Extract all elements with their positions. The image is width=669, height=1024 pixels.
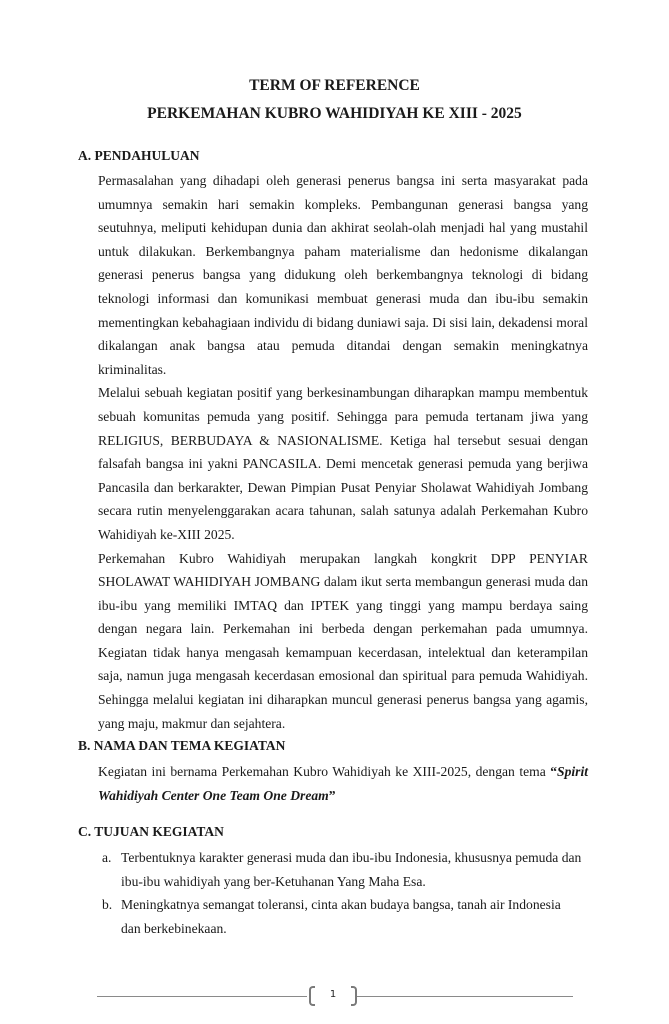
section-b-text: Kegiatan ini bernama Perkemahan Kubro Wahidiyah ke XIII-2025, dengan tema [98, 764, 551, 779]
section-b-body [98, 760, 588, 807]
section-a-paragraph-3: Perkemahan Kubro Wahidiyah merupakan langkah kongkrit DPP PENYIAR SHOLAWAT WAHIDIYAH JOMBANG dalam ikut serta membangun generasi muda dan ibu-ibu yang memiliki IMTAQ dan IPTEK yang tinggi yang mampu berdaya saing dengan negara lain. Perkemahan ini berbeda dengan perkemahan pada umumnya. Kegiatan tidak hanya mengasah kemampuan kecerdasan, intelektual dan keterampilan saja, namun juga mengasah kecerdasan emosional dan spiritual para pemuda Wahidiyah. Sehingga melalui kegiatan ini diharapkan muncul generasi penerus bangsa yang agamis, yang maju, makmur dan sejahtera. [98, 550, 588, 731]
open-quote: “ [550, 764, 558, 779]
theme-text: Spirit Wahidiyah Center One Team One Dream [98, 764, 588, 803]
page-footer [97, 985, 573, 1009]
section-b-paragraph [98, 760, 588, 807]
list-item [102, 846, 582, 893]
section-a-paragraph-1: Permasalahan yang dihadapi oleh generasi penerus bangsa ini serta masyarakat pada umumnya semakin hari semakin kompleks. Pembangunan generasi bangsa yang seutuhnya, meliputi kehidupan dunia dan akhirat seolah-olah menjadi hal yang mustahil untuk dilakukan. Berkembangnya paham materialisme dan hedonisme dikalangan generasi penerus bangsa yang didukung oleh berkembangnya teknologi di bidang teknologi informasi dan komunikasi membuat generasi muda dan ibu-ibu semakin mementingkan kebahagiaan individu di bidang duniawi saja. Di sisi lain, dekadensi moral dikalangan anak bangsa atau pemuda ditandai dengan semakin meningkatnya kriminalitas. [98, 173, 588, 377]
close-quote: ” [328, 787, 336, 803]
section-b-heading: B. NAMA DAN TEMA KEGIATAN [78, 738, 286, 753]
section-a-body [98, 169, 588, 735]
list-item-text: Meningkatnya semangat toleransi, cinta akan budaya bangsa, tanah air Indonesia dan berkebinekaan. [121, 897, 561, 936]
section-a-heading: A. PENDAHULUAN [78, 148, 200, 163]
list-marker: b. [102, 897, 113, 913]
document-subtitle: PERKEMAHAN KUBRO WAHIDIYAH KE XIII - 2025 [147, 105, 522, 122]
section-a-paragraph-2: Melalui sebuah kegiatan positif yang berkesinambungan diharapkan mampu membentuk sebuah komunitas pemuda yang positif. Sehingga para pemuda tertanam jiwa yang RELIGIUS, BERBUDAYA & NASIONALISME. Ketiga hal tersebut sesuai dengan falsafah bangsa ini yakni PANCASILA. Demi mencetak generasi pemuda yang berjiwa Pancasila dan berkarakter, Dewan Pimpian Pusat Penyiar Sholawat Wahidiyah Jombang secara rutin menyelenggarakan acara tahunan, salah satunya adalah Perkemahan Kubro Wahidiyah ke-XIII 2025. [98, 385, 588, 542]
list-item-text: Terbentuknya karakter generasi muda dan ibu-ibu Indonesia, khususnya pemuda dan ibu-ibu wahidiyah yang ber-Ketuhanan Yang Maha Esa. [121, 850, 582, 889]
list-item [102, 893, 582, 940]
footer-rule-left [97, 996, 307, 997]
list-marker: a. [102, 850, 112, 865]
page-number: 1 [329, 989, 337, 1000]
footer-rule-right [357, 996, 573, 997]
section-c-heading: C. TUJUAN KEGIATAN [78, 824, 224, 839]
document-title: TERM OF REFERENCE [249, 77, 420, 94]
objectives-list [102, 846, 582, 940]
